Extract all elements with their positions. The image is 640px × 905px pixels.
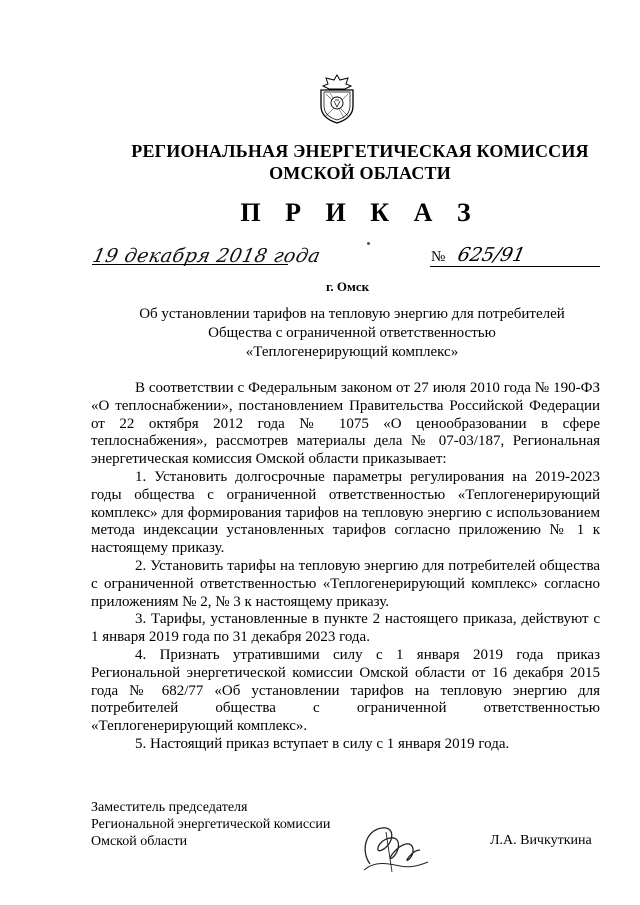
omsk-coat-of-arms-icon xyxy=(318,74,356,124)
stray-mark xyxy=(367,242,370,245)
preamble-paragraph: В соответствии с Федеральным законом от 27 июля 2010 года № 190-ФЗ «О теплоснабжении», постановлением Правительства Российской Федерации от 22 октября 2012 года № 1075 «О ценообразовании в сфере теплоснабжения», рассмотрев материалы дела № 07-03/187, Региональная энергетическая комиссия Омской области приказывает: xyxy=(91,380,600,468)
position-line: Омской области xyxy=(91,834,188,849)
position-line: Заместитель председателя xyxy=(91,800,248,815)
org-name-line2: ОМСКОЙ ОБЛАСТИ xyxy=(269,163,451,183)
org-name-line1: РЕГИОНАЛЬНАЯ ЭНЕРГЕТИЧЕСКАЯ КОМИССИЯ xyxy=(131,141,589,161)
number-underline xyxy=(430,266,600,267)
clause-1: 1. Установить долгосрочные параметры регулирования на 2019-2023 годы общества с ограниченной ответственностью «Теплогенерирующий комплекс» для формирования тарифов на тепловую энергию с использованием метода индексации установленных тарифов согласно приложению № 1 к настоящему приказу. xyxy=(91,468,600,557)
clause-5: 5. Настоящий приказ вступает в силу с 1 января 2019 года. xyxy=(135,735,510,752)
order-subject xyxy=(88,305,616,362)
subject-line: «Теплогенерирующий комплекс» xyxy=(245,344,459,360)
subject-line: Общества с ограниченной ответственностью xyxy=(208,325,496,341)
handwritten-signature xyxy=(356,820,436,876)
handwritten-date: 19 декабря 2018 года xyxy=(90,245,323,267)
handwritten-order-number: 625/91 xyxy=(455,244,528,266)
clause-4: 4. Признать утратившими силу с 1 января 2019 года приказ Региональной энергетической комиссии Омской области от 16 декабря 2015 года № 682/77 «Об установлении тарифов на тепловую энергию для потребителей общества с ограниченной ответственностью «Теплогенерирующий комплекс». xyxy=(91,646,600,735)
subject-line: Об установлении тарифов на тепловую энергию для потребителей xyxy=(139,306,565,322)
clause-3: 3. Тарифы, установленные в пункте 2 настоящего приказа, действуют с 1 января 2019 года по 31 декабря 2023 года. xyxy=(91,611,600,646)
order-body xyxy=(91,380,600,754)
position-line: Региональной энергетической комиссии xyxy=(91,817,331,832)
signatory-name: Л.А. Вичкуткина xyxy=(490,833,592,848)
document-type-title: П Р И К А З xyxy=(240,198,480,227)
date-underline xyxy=(92,264,288,265)
signatory-position xyxy=(91,799,330,850)
city-label: г. Омск xyxy=(326,279,370,294)
number-label: № xyxy=(431,249,446,265)
clause-2: 2. Установить тарифы на тепловую энергию для потребителей общества с ограниченной ответственностью «Теплогенерирующий комплекс» согласно приложениям № 2, № 3 к настоящему приказу. xyxy=(91,557,600,610)
